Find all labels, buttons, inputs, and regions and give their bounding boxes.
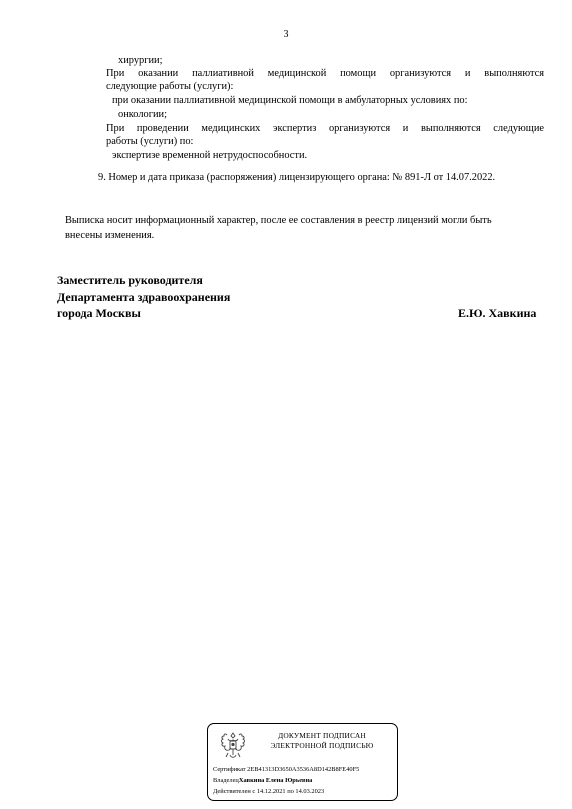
license-order-line: 9. Номер и дата приказа (распоряжения) лицензирующего органа: № 891-Л от 14.07.2022. xyxy=(98,172,496,183)
notice-line: Выписка носит информационный характер, после ее составления в реестр лицензий могли быть xyxy=(65,215,492,226)
text-line: хирургии; xyxy=(118,55,163,66)
stamp-title: ЭЛЕКТРОННОЙ ПОДПИСЬЮ xyxy=(270,741,374,750)
signer-position: Департамента здравоохранения xyxy=(57,290,231,304)
text-line: При оказании паллиативной медицинской помощи организуются и выполняются xyxy=(106,68,544,79)
page-number: 3 xyxy=(283,29,289,40)
text-line: работы (услуги) по: xyxy=(106,136,194,147)
text-line: при оказании паллиативной медицинской помощи в амбулаторных условиях по: xyxy=(112,95,468,106)
owner-label: Владелец xyxy=(213,777,239,784)
text-line: онкологии; xyxy=(118,109,167,120)
owner-value: Хавкина Елена Юрьевна xyxy=(238,777,313,784)
signer-position: Заместитель руководителя xyxy=(57,273,203,287)
text-line: следующие работы (услуги): xyxy=(106,81,234,92)
signer-name: Е.Ю. Хавкина xyxy=(458,306,537,320)
notice-line: внесены изменения. xyxy=(65,230,155,241)
certificate-label: Сертификат xyxy=(213,766,246,773)
stamp-title: ДОКУМЕНТ ПОДПИСАН xyxy=(278,731,366,740)
signer-position: города Москвы xyxy=(57,306,141,320)
validity-line: Действителен с 14.12.2021 по 14.03.2023 xyxy=(213,788,325,795)
certificate-line xyxy=(213,765,359,774)
owner-line xyxy=(213,776,312,785)
text-line: При проведении медицинских экспертиз организуются и выполняются следующие xyxy=(106,123,544,134)
electronic-signature-stamp xyxy=(207,723,398,801)
certificate-value: 2EB41313D3650A3536A8D142B8FE40F5 xyxy=(247,766,360,773)
text-line: экспертизе временной нетрудоспособности. xyxy=(112,150,308,161)
coat-of-arms-icon xyxy=(216,729,250,763)
